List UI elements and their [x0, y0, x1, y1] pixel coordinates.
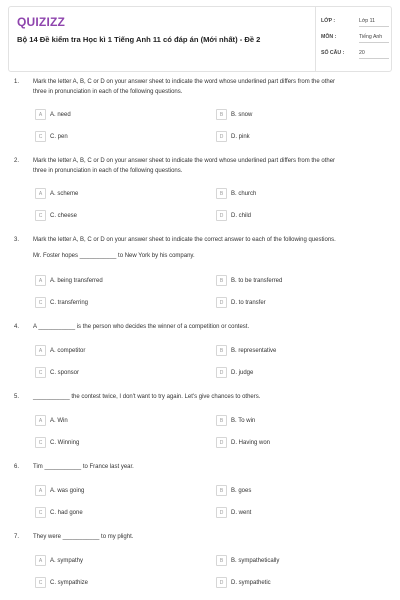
answer-option-a[interactable]	[35, 109, 71, 120]
meta-grade	[321, 18, 391, 32]
option-letter-box: C	[35, 297, 46, 308]
option-text: B. sympathetically	[231, 557, 280, 564]
question-text	[33, 77, 390, 97]
option-letter-box: A	[35, 109, 46, 120]
question-line: Mark the letter A, B, C or D on your answer sheet to indicate the word whose underlined part differs from the other	[33, 158, 336, 164]
question-text	[33, 532, 390, 542]
option-text: B. to be transferred	[231, 277, 283, 284]
question-number: 3.	[14, 237, 20, 243]
question-number: 7.	[14, 534, 20, 540]
option-text: A. was going	[50, 487, 85, 494]
question-line: A ___________ is the person who decides the winner of a competition or contest.	[33, 324, 250, 330]
answer-option-c[interactable]	[35, 297, 88, 308]
answer-option-d[interactable]	[216, 297, 266, 308]
option-letter-box: D	[216, 131, 227, 142]
option-text: B. To win	[231, 417, 256, 424]
meta-underline	[359, 42, 389, 43]
option-letter-box: B	[216, 188, 227, 199]
option-letter-box: C	[35, 437, 46, 448]
option-letter-box: C	[35, 507, 46, 518]
option-text: D. pink	[231, 133, 250, 140]
option-text: A. scheme	[50, 190, 79, 197]
option-letter-box: B	[216, 485, 227, 496]
option-text: C. cheese	[50, 212, 78, 219]
option-text: C. sympathize	[50, 579, 89, 586]
option-text: C. sponsor	[50, 369, 80, 376]
question-text	[33, 235, 390, 261]
answer-option-a[interactable]	[35, 555, 83, 566]
option-text: C. transferring	[50, 299, 89, 306]
document-title: Bộ 14 Đề kiểm tra Học kì 1 Tiếng Anh 11 có đáp án (Mới nhất) - Đề 2	[17, 35, 261, 44]
option-letter-box: C	[35, 577, 46, 588]
question-line: Mr. Foster hopes ___________ to New York by his company.	[33, 253, 195, 259]
option-text: A. Win	[50, 417, 68, 424]
option-letter-box: D	[216, 437, 227, 448]
answer-option-b[interactable]	[216, 275, 282, 286]
question-number: 4.	[14, 324, 20, 330]
option-letter-box: C	[35, 367, 46, 378]
option-text: D. went	[231, 509, 252, 516]
answer-option-d[interactable]	[216, 367, 253, 378]
option-letter-box: A	[35, 345, 46, 356]
question-number: 6.	[14, 464, 20, 470]
question-line: They were ___________ to my plight.	[33, 534, 134, 540]
answer-option-b[interactable]	[216, 109, 252, 120]
option-text: B. church	[231, 190, 257, 197]
meta-underline	[359, 58, 389, 59]
meta-grade-value: Lớp 11	[359, 18, 375, 24]
option-letter-box: C	[35, 131, 46, 142]
option-text: D. to transfer	[231, 299, 266, 306]
answer-option-a[interactable]	[35, 415, 68, 426]
option-text: B. snow	[231, 111, 253, 118]
answer-option-c[interactable]	[35, 507, 83, 518]
option-letter-box: B	[216, 275, 227, 286]
option-text: B. goes	[231, 487, 252, 494]
option-letter-box: D	[216, 210, 227, 221]
option-letter-box: A	[35, 555, 46, 566]
answer-option-c[interactable]	[35, 577, 88, 588]
question-line: Mark the letter A, B, C or D on your answer sheet to indicate the word whose underlined part differs from the other	[33, 79, 336, 85]
answer-option-d[interactable]	[216, 210, 251, 221]
answer-option-a[interactable]	[35, 485, 84, 496]
option-text: C. had gone	[50, 509, 83, 516]
option-letter-box: A	[35, 415, 46, 426]
option-letter-box: C	[35, 210, 46, 221]
question-line: three in pronunciation in each of the following questions.	[33, 168, 183, 174]
question-text	[33, 156, 390, 176]
option-text: C. Winning	[50, 439, 80, 446]
option-letter-box: B	[216, 555, 227, 566]
answer-option-c[interactable]	[35, 367, 79, 378]
meta-count-key: SỐ CÂU :	[321, 50, 345, 56]
option-text: A. sympathy	[50, 557, 84, 564]
meta-count	[321, 50, 391, 64]
option-text: A. need	[50, 111, 71, 118]
answer-option-d[interactable]	[216, 577, 271, 588]
option-letter-box: A	[35, 485, 46, 496]
meta-subject	[321, 34, 391, 48]
question-number: 2.	[14, 158, 20, 164]
answer-option-a[interactable]	[35, 345, 85, 356]
question-number: 5.	[14, 394, 20, 400]
header-card	[8, 6, 392, 72]
meta-count-value: 20	[359, 50, 365, 56]
option-letter-box: B	[216, 415, 227, 426]
answer-option-d[interactable]	[216, 437, 270, 448]
option-text: C. pen	[50, 133, 68, 140]
option-letter-box: D	[216, 367, 227, 378]
answer-option-a[interactable]	[35, 275, 103, 286]
question-text	[33, 462, 390, 472]
option-text: A. competitor	[50, 347, 86, 354]
option-text: B. representative	[231, 347, 277, 354]
quizizz-logo: QUIZIZZ	[17, 15, 66, 29]
option-letter-box: B	[216, 345, 227, 356]
answer-option-d[interactable]	[216, 507, 251, 518]
question-text	[33, 392, 390, 402]
option-letter-box: D	[216, 297, 227, 308]
option-letter-box: B	[216, 109, 227, 120]
option-text: D. judge	[231, 369, 254, 376]
question-line: Mark the letter A, B, C or D on your answer sheet to indicate the correct answer to each of the following questions.	[33, 237, 336, 243]
option-text: D. Having won	[231, 439, 271, 446]
meta-divider	[315, 7, 316, 71]
answer-option-c[interactable]	[35, 210, 77, 221]
question-text	[33, 322, 390, 332]
answer-option-b[interactable]	[216, 415, 255, 426]
answer-option-c[interactable]	[35, 437, 79, 448]
answer-option-b[interactable]	[216, 345, 276, 356]
option-letter-box: D	[216, 577, 227, 588]
answer-option-d[interactable]	[216, 131, 250, 142]
option-letter-box: D	[216, 507, 227, 518]
option-letter-box: A	[35, 275, 46, 286]
option-text: D. child	[231, 212, 252, 219]
answer-option-b[interactable]	[216, 555, 279, 566]
question-line: ___________ the contest twice, I don't want to try again. Let's give chances to others.	[33, 394, 261, 400]
answer-option-a[interactable]	[35, 188, 78, 199]
meta-grade-key: LỚP :	[321, 18, 336, 24]
answer-option-c[interactable]	[35, 131, 68, 142]
question-line: Tim ___________ to France last year.	[33, 464, 134, 470]
option-letter-box: A	[35, 188, 46, 199]
option-text: A. being transferred	[50, 277, 103, 284]
meta-underline	[359, 26, 389, 27]
option-text: D. sympathetic	[231, 579, 271, 586]
question-line: three in pronunciation in each of the following questions.	[33, 89, 183, 95]
meta-subject-value: Tiếng Anh	[359, 34, 383, 40]
answer-option-b[interactable]	[216, 485, 251, 496]
answer-option-b[interactable]	[216, 188, 256, 199]
meta-subject-key: MÔN :	[321, 34, 337, 40]
question-number: 1.	[14, 79, 20, 85]
